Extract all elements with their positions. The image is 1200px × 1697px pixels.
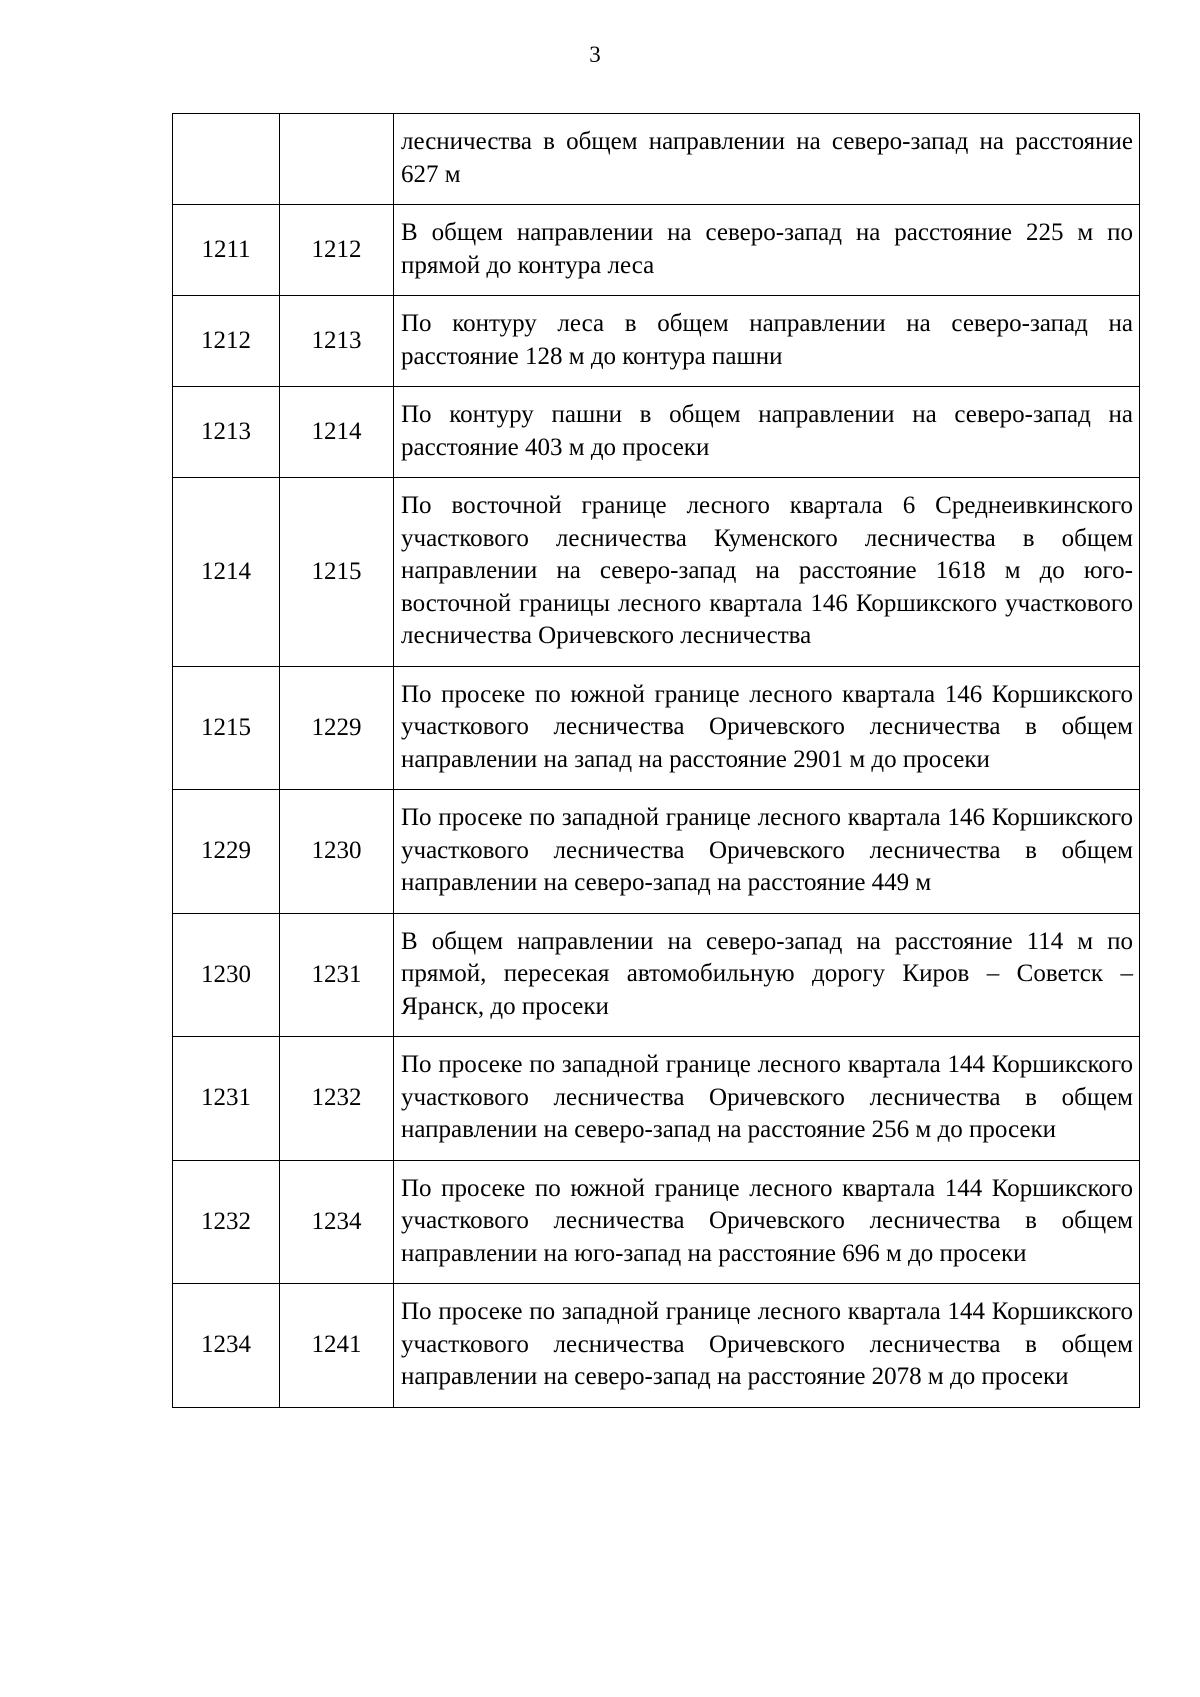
- table-row: [173, 913, 1140, 1037]
- table-row: [173, 114, 1140, 205]
- to-point-cell: 1241: [280, 1284, 394, 1408]
- description-cell: По просеке по западной границе лесного квартала 146 Коршикского участкового лесничества Оричевского лесничества в общем направлении на северо-запад на расстояние 449 м: [394, 790, 1140, 914]
- to-point-cell: 1215: [280, 478, 394, 667]
- description-cell: В общем направлении на северо-запад на расстояние 225 м по прямой до контура леса: [394, 205, 1140, 296]
- description-cell: По просеке по южной границе лесного квартала 146 Коршикского участкового лесничества Оричевского лесничества в общем направлении на запад на расстояние 2901 м до просеки: [394, 666, 1140, 790]
- table-row: [173, 296, 1140, 387]
- table-row: [173, 1284, 1140, 1408]
- from-point-cell: [173, 114, 280, 205]
- description-cell: По просеке по западной границе лесного квартала 144 Коршикского участкового лесничества Оричевского лесничества в общем направлении на северо-запад на расстояние 256 м до просеки: [394, 1037, 1140, 1161]
- description-cell: По просеке по южной границе лесного квартала 144 Коршикского участкового лесничества Оричевского лесничества в общем направлении на юго-запад на расстояние 696 м до просеки: [394, 1160, 1140, 1284]
- to-point-cell: 1234: [280, 1160, 394, 1284]
- from-point-cell: 1234: [173, 1284, 280, 1408]
- table-row: [173, 1037, 1140, 1161]
- table-row: [173, 205, 1140, 296]
- to-point-cell: 1213: [280, 296, 394, 387]
- description-cell: В общем направлении на северо-запад на расстояние 114 м по прямой, пересекая автомобильную дорогу Киров – Советск – Яранск, до просеки: [394, 913, 1140, 1037]
- to-point-cell: 1229: [280, 666, 394, 790]
- table-row: [173, 790, 1140, 914]
- to-point-cell: [280, 114, 394, 205]
- from-point-cell: 1211: [173, 205, 280, 296]
- from-point-cell: 1213: [173, 387, 280, 478]
- from-point-cell: 1214: [173, 478, 280, 667]
- from-point-cell: 1229: [173, 790, 280, 914]
- to-point-cell: 1231: [280, 913, 394, 1037]
- table-row: [173, 478, 1140, 667]
- to-point-cell: 1212: [280, 205, 394, 296]
- to-point-cell: 1232: [280, 1037, 394, 1161]
- description-cell: лесничества в общем направлении на северо-запад на расстояние 627 м: [394, 114, 1140, 205]
- from-point-cell: 1215: [173, 666, 280, 790]
- table-row: [173, 387, 1140, 478]
- description-cell: По восточной границе лесного квартала 6 Среднеивкинского участкового лесничества Куменского лесничества в общем направлении на северо-запад на расстояние 1618 м до юго-восточной границы лесного квартала 146 Коршикского участкового лесничества Оричевского лесничества: [394, 478, 1140, 667]
- description-cell: По контуру пашни в общем направлении на северо-запад на расстояние 403 м до просеки: [394, 387, 1140, 478]
- from-point-cell: 1230: [173, 913, 280, 1037]
- description-cell: По просеке по западной границе лесного квартала 144 Коршикского участкового лесничества Оричевского лесничества в общем направлении на северо-запад на расстояние 2078 м до просеки: [394, 1284, 1140, 1408]
- boundary-description-table: [172, 113, 1140, 1408]
- to-point-cell: 1230: [280, 790, 394, 914]
- from-point-cell: 1212: [173, 296, 280, 387]
- table-row: [173, 666, 1140, 790]
- table-row: [173, 1160, 1140, 1284]
- description-cell: По контуру леса в общем направлении на северо-запад на расстояние 128 м до контура пашни: [394, 296, 1140, 387]
- to-point-cell: 1214: [280, 387, 394, 478]
- page-number: 3: [589, 42, 601, 67]
- from-point-cell: 1232: [173, 1160, 280, 1284]
- from-point-cell: 1231: [173, 1037, 280, 1161]
